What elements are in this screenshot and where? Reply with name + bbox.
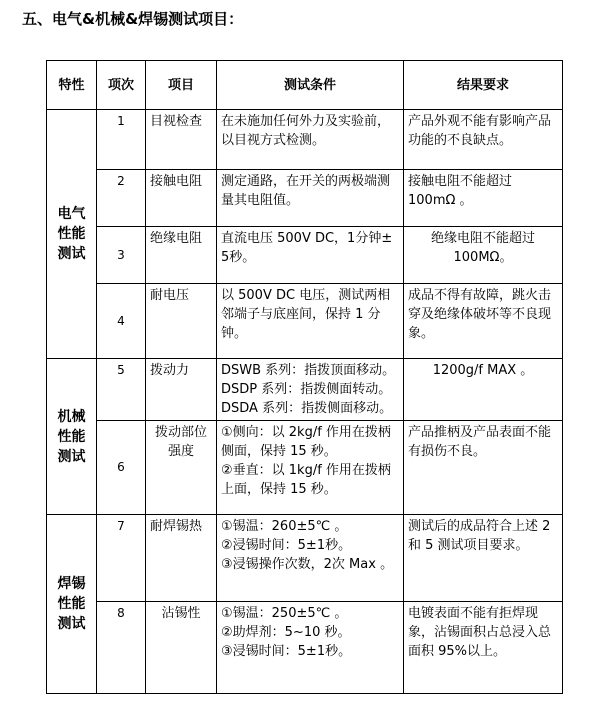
row-condition [217,515,404,602]
row-result [404,284,563,359]
row-item: 耐焊锡热 [146,515,217,602]
test-items-table [46,60,563,694]
header-row [47,61,563,110]
table-row [47,359,563,421]
row-item: 绝缘电阻 [146,227,217,284]
result-line: 接触电阻不能超过100mΩ 。 [408,174,513,208]
row-condition [217,227,404,284]
row-condition [217,284,404,359]
category-electrical: 电气性能测试 [47,110,97,359]
row-number: 2 [97,170,146,227]
category-mechanical: 机械性能测试 [47,359,97,515]
condition-line: 以 500V DC 电压，测试两相邻端子与底座间，保持 1 分钟。 [221,288,391,341]
table-row [47,421,563,515]
row-condition [217,359,404,421]
row-item: 沾锡性 [146,602,217,694]
row-number: 3 [97,227,146,284]
col-header-item: 项目 [146,61,217,110]
condition-line: ③浸锡时间：5±1秒。 [221,644,352,659]
col-header-result: 结果要求 [404,61,563,110]
row-number: 1 [97,110,146,170]
condition-line: ②浸锡时间：5±1秒。 [221,538,352,553]
condition-line: ①侧向：以 2kg/f 作用在拨柄侧面，保持 15 秒。 [221,425,391,459]
condition-line: ③浸锡操作次数，2次 Max 。 [221,557,394,572]
row-result [404,170,563,227]
condition-line: ②垂直：以 1kg/f 作用在拨柄上面，保持 15 秒。 [221,463,391,497]
condition-line: ①锡温：260±5℃ 。 [221,519,348,534]
row-number: 4 [97,284,146,359]
table-row [47,515,563,602]
result-line: 产品推柄及产品表面不能有损伤不良。 [408,425,552,459]
condition-line: DSDA 系列：指拨侧面移动。 [221,401,393,416]
result-line: 绝缘电阻不能超过100MΩ。 [430,231,535,265]
row-result [404,515,563,602]
table-row [47,110,563,170]
condition-line: DSWB 系列：指拨顶面移动。 [221,363,396,378]
table-row [47,602,563,694]
row-item: 拨动部位强度 [146,421,217,515]
result-line: 成品不得有故障，跳火击穿及绝缘体破坏等不良现象。 [408,288,552,341]
condition-line: DSDP 系列：指拨侧面转动。 [221,382,392,397]
table-row [47,227,563,284]
result-line: 1200g/f MAX 。 [432,363,534,378]
row-number: 8 [97,602,146,694]
row-result [404,227,563,284]
row-result [404,110,563,170]
category-soldering: 焊锡性能测试 [47,515,97,694]
condition-line: 测定通路，在开关的两极端测量其电阻值。 [221,174,391,208]
section-heading: 五、电气&机械&焊锡测试项目： [22,10,244,28]
col-header-characteristic: 特性 [47,61,97,110]
col-header-number: 项次 [97,61,146,110]
row-result [404,602,563,694]
table-row [47,284,563,359]
condition-line: 在未施加任何外力及实验前，以目视方式检测。 [221,114,391,148]
col-header-condition: 测试条件 [217,61,404,110]
row-result [404,421,563,515]
row-item: 耐电压 [146,284,217,359]
row-item: 接触电阻 [146,170,217,227]
row-condition [217,170,404,227]
row-result [404,359,563,421]
result-line: 产品外观不能有影响产品功能的不良缺点。 [408,114,552,148]
row-number: 5 [97,359,146,421]
row-item: 目视检查 [146,110,217,170]
row-condition [217,602,404,694]
table-row [47,170,563,227]
condition-line: 直流电压 500V DC，1分钟± 5秒。 [221,231,393,265]
row-number: 6 [97,421,146,515]
condition-line: ②助焊剂：5~10 秒。 [221,625,351,640]
row-condition [217,421,404,515]
row-number: 7 [97,515,146,602]
result-line: 电镀表面不能有拒焊现象，沾锡面积占总浸入总面积 95%以上。 [408,606,552,659]
row-condition [217,110,404,170]
result-line: 测试后的成品符合上述 2 和 5 测试项目要求。 [408,519,551,553]
condition-line: ①锡温：250±5℃ 。 [221,606,348,621]
row-item: 拨动力 [146,359,217,421]
